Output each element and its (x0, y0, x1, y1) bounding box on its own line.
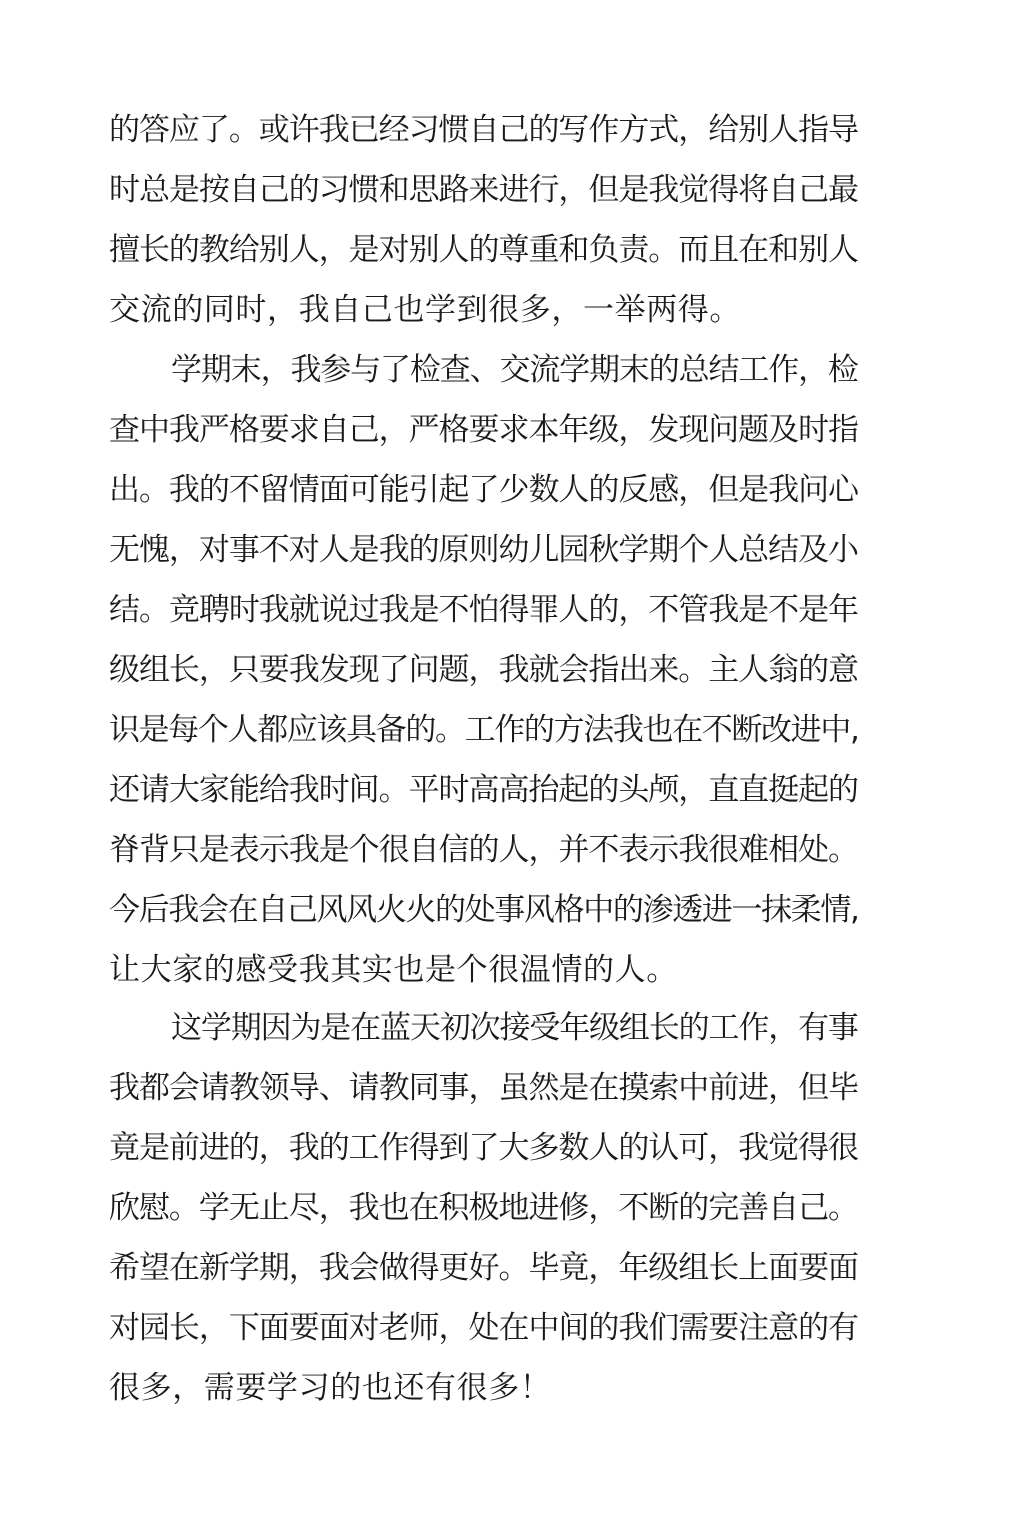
text-line: 级组长，只要我发现了问题，我就会指出来。主人翁的意 (109, 652, 858, 688)
text-line: 今后我会在自己风风火火的处事风格中的渗透进一抹柔情, (109, 892, 859, 928)
text-line: 擅长的教给别人，是对别人的尊重和负责。而且在和别人 (109, 232, 858, 268)
text-line: 出。我的不留情面可能引起了少数人的反感，但是我问心 (109, 472, 858, 508)
text-line: 脊背只是表示我是个很自信的人，并不表示我很难相处。 (109, 832, 858, 868)
text-line: 还请大家能给我时间。平时高高抬起的头颅，直直挺起的 (109, 772, 858, 808)
text-line: 结。竞聘时我就说过我是不怕得罪人的，不管我是不是年 (109, 592, 858, 628)
text-line: 无愧，对事不对人是我的原则幼儿园秋学期个人总结及小 (109, 532, 858, 568)
text-line: 识是每个人都应该具备的。工作的方法我也在不断改进中, (109, 712, 859, 748)
text-line: 我都会请教领导、请教同事，虽然是在摸索中前进，但毕 (109, 1070, 858, 1106)
text-line: 让大家的感受我其实也是个很温情的人。 (109, 952, 678, 988)
text-line: 时总是按自己的习惯和思路来进行，但是我觉得将自己最 (109, 172, 858, 208)
text-line: 对园长，下面要面对老师，处在中间的我们需要注意的有 (109, 1310, 858, 1346)
text-line: 查中我严格要求自己，严格要求本年级，发现问题及时指 (109, 412, 858, 448)
text-line: 这学期因为是在蓝天初次接受年级组长的工作，有事 (171, 1010, 858, 1046)
text-line: 学期末，我参与了检查、交流学期末的总结工作，检 (171, 352, 858, 388)
text-line: 的答应了。或许我已经习惯自己的写作方式，给别人指导 (109, 112, 858, 148)
text-line: 希望在新学期，我会做得更好。毕竟，年级组长上面要面 (109, 1250, 858, 1286)
text-line: 竟是前进的，我的工作得到了大多数人的认可，我觉得很 (109, 1130, 858, 1166)
text-line: 欣慰。学无止尽，我也在积极地进修，不断的完善自己。 (109, 1190, 858, 1226)
text-line: 交流的同时，我自己也学到很多，一举两得。 (109, 292, 741, 328)
text-line: 很多，需要学习的也还有很多！ (109, 1370, 552, 1406)
